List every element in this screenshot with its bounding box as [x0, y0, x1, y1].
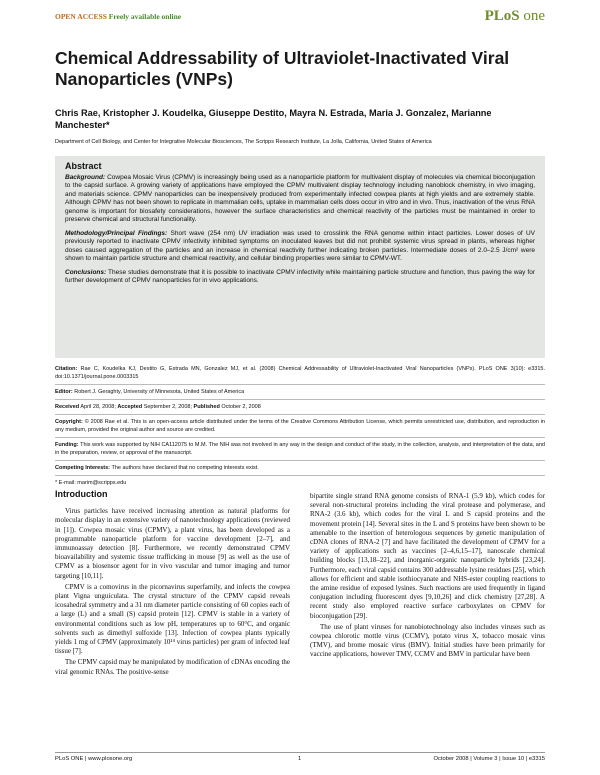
author-list: Chris Rae, Kristopher J. Koudelka, Giuseppe Destito, Mayra N. Estrada, Maria J. Gonzalez, Marianne Manchester* — [55, 108, 492, 130]
logo-plos-text: PLoS — [484, 8, 520, 24]
footer-journal: PLoS ONE | www.plosone.org — [55, 756, 133, 762]
copyright-text: © 2008 Rae et al. This is an open-access article distributed under the terms of the Creative Commons Attribution License, which permits unrestricted use, distribution, and reproduction in any medium, provided the original author and source are credited. — [55, 419, 545, 433]
methods-label: Methodology/Principal Findings: — [65, 229, 168, 237]
email-text[interactable]: * E-mail: marim@scripps.edu — [55, 480, 127, 486]
plos-one-logo — [485, 8, 545, 25]
freely-available-label: Freely available online — [108, 12, 182, 21]
body-column-left — [55, 490, 290, 679]
copyright — [55, 415, 545, 438]
paragraph: The use of plant viruses for nanobiotechnology also includes viruses such as cowpea chlorotic mottle virus (CCMV), potato virus X, tobacco mosaic virus (TMV), and brome mosaic virus (BMV). Initial studies have been primarily for vaccine applications, however TMV, CCMV and BMV in particular have been — [310, 622, 545, 659]
paragraph: CPMV is a comovirus in the picornavirus superfamily, and infects the cowpea plant Vigna unguiculata. The crystal structure of the CPMV capsid reveals icosahedral symmetry and a 31 nm diameter particle consisting of 60 copies each of a large (L) and a small (S) capsid protein [12]. CPMV is stable in a variety of environmental conditions such as low pH, temperatures up to 60°C, and organic solvents such as dimethyl sulfoxide [13]. Infection of cowpea plants typically yields 1 mg of CPMV (approximately 10¹⁴ virus particles) per gram of infected leaf tissue [7]. — [55, 582, 291, 656]
competing-label: Competing Interests: — [55, 465, 111, 471]
funding-text: This work was supported by NIH CA112075 to M.M. The NIH was not involved in any way in the design and conduct of the study, in the collection, analysis, and interpretation of the data, and in the preparation, review, or approval of the manuscript. — [55, 442, 545, 456]
published-label: Published — [193, 404, 220, 410]
background-label: Background: — [65, 173, 106, 181]
open-access-label: OPEN ACCESS — [55, 12, 107, 21]
methods-text: Short wave (254 nm) UV irradiation was used to crosslink the RNA genome within intact particles. Lower doses of UV previously reported to inactivate CPMV infectivity inhibited symptoms on inoculated leaves but did not prohibit systemic virus spread in plants, whereas higher doses caused aggregation of the particles and an increase in chemical reactivity further indicating broken particles. Intermediate doses of 2.0–2.5 J/cm² were shown to maintain particle structure and chemical reactivity, and cellular binding properties were similar to CPMV-WT. — [65, 229, 536, 262]
abstract-conclusions — [65, 269, 535, 286]
article-metadata — [55, 362, 545, 490]
footer-issue: October 2008 | Volume 3 | Issue 10 | e3315 — [433, 756, 545, 762]
article-title: Chemical Addressability of Ultraviolet-Inactivated Viral Nanoparticles (VNPs) — [55, 48, 510, 89]
introduction-heading: Introduction — [55, 489, 108, 499]
background-text: Cowpea Mosaic Virus (CPMV) is increasingly being used as a nanoparticle platform for multivalent display of molecules via chemical bioconjugation to the capsid surface. A growing variety of applications have employed the CPMV multivalent display technology including nanoblock chemistry, in vivo imaging, and materials science. CPMV nanoparticles can be inexpensively produced from experimentally infected cowpea plants at high yields and are extremely stable. Although CPMV has not been shown to replicate in mammalian cells, uptake in mammalian cells does occur in vitro and in vivo. Thus, inactivation of the virus RNA genome is important for biosafety considerations, however the surface characteristics and chemical reactivity of the particles must be maintained in order to preserve chemical and structural functionality. — [65, 173, 536, 223]
competing-interests — [55, 461, 545, 476]
abstract-heading: Abstract — [65, 161, 102, 171]
body-column-right — [310, 492, 545, 662]
abstract-methods — [65, 230, 535, 264]
abstract-box — [55, 156, 545, 358]
copyright-label: Copyright: — [55, 419, 83, 425]
competing-text: The authors have declared that no competing interests exist. — [111, 465, 259, 471]
editor-label: Editor: — [55, 389, 73, 395]
journal-header — [55, 10, 545, 24]
conclusions-label: Conclusions: — [65, 268, 107, 276]
citation-text: Rae C, Koudelka KJ, Destito G, Estrada MN, Gonzalez MJ, et al. (2008) Chemical Addressability of Ultraviolet-Inactivated Viral Nanoparticles (VNPs). PLoS ONE 3(10): e3315. doi:10.1371/journal.pone.0003315 — [55, 366, 546, 380]
affiliation: Department of Cell Biology, and Center for Integrative Molecular Biosciences, The Scripps Research Institute, La Jolla, California, United States of America — [55, 139, 432, 145]
accepted-date: September 2, 2008; — [143, 404, 192, 410]
funding-label: Funding: — [55, 442, 79, 448]
funding — [55, 438, 545, 461]
paragraph: bipartite single strand RNA genome consists of RNA-1 (5.9 kb), which codes for several non-structural proteins including the viral protease and polymerase, and RNA-2 (3.6 kb), which codes for the viral L and S capsid proteins and the movement protein [14]. Several sites in the L and S proteins have been shown to be amenable to the insertion of heterologous sequences by genetic manipulation of cDNA clones of RNA-2 [7] and have facilitated the development of CPMV for a variety of applications such as vaccines [2–4,6,15–17], nanoscale chemical building blocks [13,18–22], and inorganic-organic nanoparticle hybrids [23,24]. Furthermore, each viral capsid contains 300 addressable lysine residues [25], which allows for efficient and stable isothiocyanate and NHS-ester coupling reactions to the amine residue of exposed lysines. Such reactions are used frequently in ligand conjugation including fluorescent dyes [9,10,26] and click chemistry [27,28]. A recent study also employed reactive surface carboxylates on CPMV for bioconjugation [29]. — [310, 492, 545, 620]
received-label: Received — [55, 404, 80, 410]
citation-label: Citation: — [55, 366, 78, 372]
received-date: April 28, 2008; — [80, 404, 116, 410]
paragraph: The CPMV capsid may be manipulated by modification of cDNAs encoding the viral genomic RNAs. The positive-sense — [55, 658, 290, 676]
page-number: 1 — [298, 756, 302, 762]
abstract-background — [65, 174, 535, 225]
logo-one-text: one — [523, 8, 545, 24]
editor-text: Robert J. Geraghty, University of Minnesota, United States of America — [74, 389, 245, 395]
open-access-banner — [55, 12, 181, 21]
editor — [55, 385, 545, 400]
dates — [55, 400, 545, 415]
page-footer — [55, 752, 545, 766]
published-date: October 2, 2008 — [221, 404, 261, 410]
citation — [55, 362, 545, 385]
paragraph: Virus particles have received increasing attention as natural platforms for molecular display in an extensive variety of nanotechnology applications (reviewed in [1]). Cowpea mosaic virus (CPMV), a plant virus, has been developed as a programmable nanoparticle platform for vaccine development [2–7], and immunoassay detection [8]. Furthermore, we recently demonstrated CPMV bioavailability and systemic tissue trafficking in mouse [9] as well as the use of CPMV as a biosensor agent for in vivo vascular and tumor imaging and tumor targeting [10,11]. — [55, 507, 290, 580]
accepted-label: Accepted — [117, 404, 143, 410]
email — [55, 476, 545, 490]
conclusions-text: These studies demonstrate that it is possible to inactivate CPMV infectivity while maintaining particle structure and function, thus paving the way for further development of CPMV nanoparticles for in vivo applications. — [65, 268, 535, 284]
